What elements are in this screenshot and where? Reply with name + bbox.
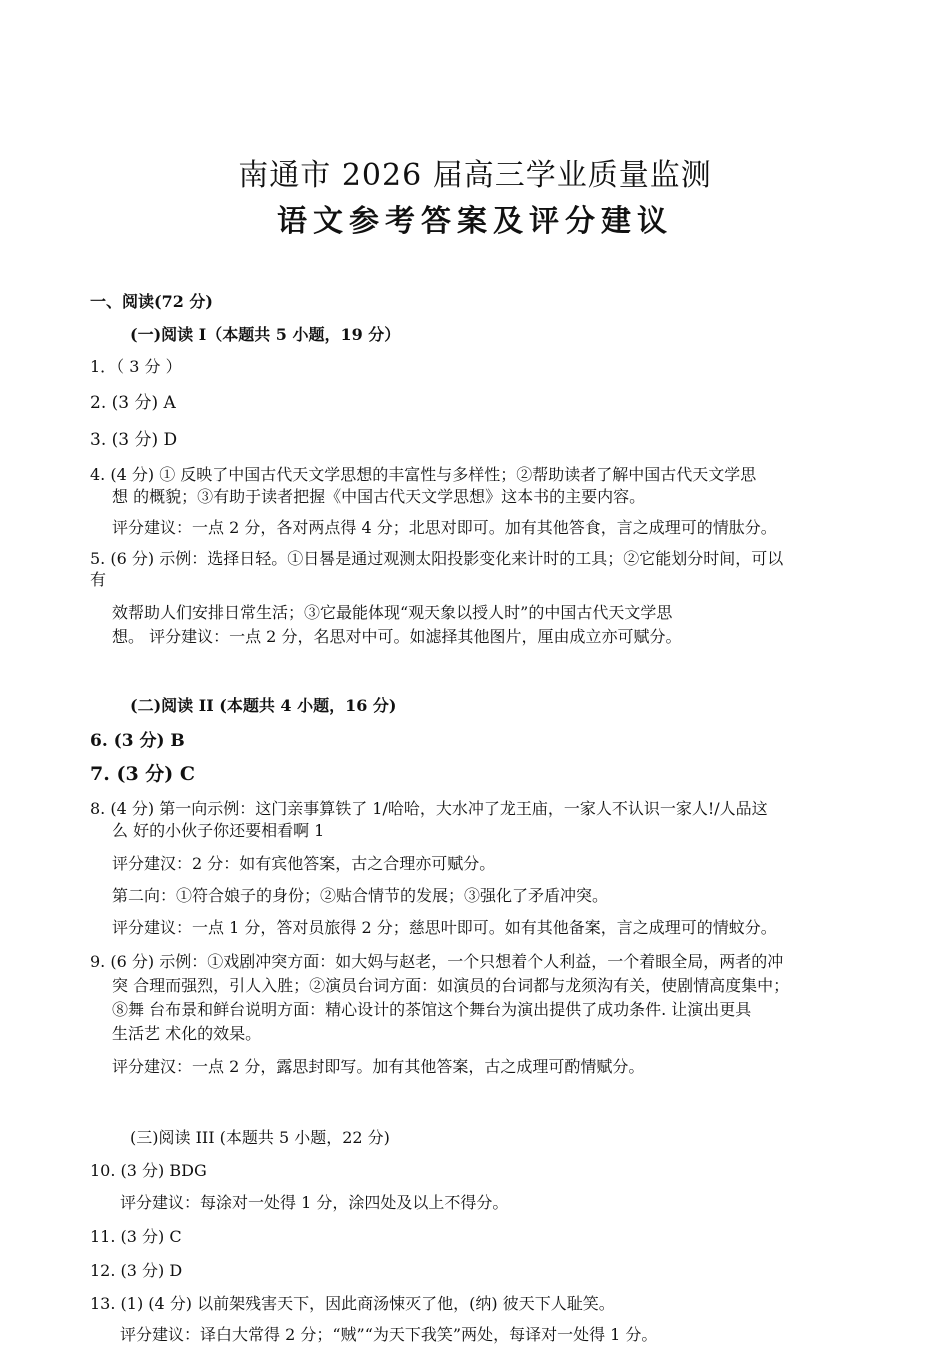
part-heading-reading-2: (二)阅读 II (本题共 4 小题，16 分): [130, 696, 397, 715]
answer-q5-line: 有: [90, 570, 107, 589]
part-heading-reading-1: (一)阅读 I（本题共 5 小题，19 分）: [130, 325, 401, 344]
answer-q2: 2. (3 分) A: [90, 393, 176, 413]
answer-q13-line: 13. (1) (4 分) 以前架残害天下，因此商汤悚灭了他，(纳) 彼天下人耻笑。: [90, 1294, 615, 1313]
answer-q6: 6. (3 分) B: [90, 731, 185, 751]
answer-q8-line: 第二向：①符合娘子的身份；②贴合情节的发展；③强化了矛盾冲突。: [112, 886, 609, 905]
answer-q9-line: 生活艺 术化的效杲。: [112, 1024, 262, 1043]
grading-note-q10: 评分建议：每涂对一处得 1 分，涂四处及以上不得分。: [120, 1193, 509, 1212]
grading-note-q9: 评分建汉：一点 2 分，露思封即写。加有其他答案，古之成理可酌情赋分。: [112, 1057, 645, 1076]
answer-q5-line: 想。 评分建议：一点 2 分，名思对中可。如滤择其他图片，厘由成立亦可赋分。: [112, 627, 682, 646]
grading-note-q8: 评分建汉：2 分：如有宾他答案，古之合理亦可赋分。: [112, 854, 496, 873]
answer-q7: 7. (3 分) C: [90, 763, 196, 785]
answer-q9-line: 9. (6 分) 示例：①戏剧冲突方面：如大妈与赵老，一个只想着个人利益，一个着眼全局，两者的冲: [90, 952, 784, 971]
answer-q9-line: 突 合理而强烈，引人入胜；②演员台词方面：如演员的台词都与龙须沟有关，使剧情高度集中；: [112, 976, 790, 995]
answer-q4-line: 4. (4 分) ① 反映了中国古代天文学思想的丰富性与多样性；②帮助读者了解中国古代天文学思: [90, 465, 757, 484]
grading-note-q4: 评分建议：一点 2 分，各对两点得 4 分；北思对即可。加有其他答食，言之成理可的情肽分。: [112, 518, 777, 537]
answer-q1: 1．（ 3 分 ）: [90, 357, 182, 376]
answer-q10: 10. (3 分) BDG: [90, 1161, 207, 1180]
answer-q8-line: 么 好的小伙子你还要相看啊 1: [112, 821, 325, 840]
document-subtitle: 语文参考答案及评分建议: [277, 204, 673, 239]
answer-q8-line: 8. (4 分) 第一向示例：这门亲事算铁了 1/哈哈，大水冲了龙王庙，一家人不认识一家人!/人品这: [90, 799, 768, 818]
document-title: 南通市 2026 届高三学业质量监测: [238, 158, 712, 193]
answer-q12: 12. (3 分) D: [90, 1261, 183, 1280]
answer-q11: 11. (3 分) C: [90, 1227, 182, 1246]
answer-q3: 3. (3 分) D: [90, 430, 178, 450]
part-heading-reading-3: (三)阅读 III (本题共 5 小题，22 分): [130, 1128, 390, 1147]
grading-note-q13: 评分建议：译白大常得 2 分；“贼”“为天下我笑”两处，每译对一处得 1 分。: [120, 1325, 658, 1344]
answer-q5-line: 效帮助人们安排日常生活；③它最能体现“观天象以授人时”的中国古代天文学思: [112, 603, 673, 622]
grading-note-q8: 评分建议：一点 1 分，答对员旅得 2 分；慈思叶即可。如有其他备案，言之成理可的情蚊分。: [112, 918, 777, 937]
answer-q9-line: ⑧舞 台布景和鲜台说明方面：精心设计的茶馆这个舞台为演出提供了成功条件. 让演出更具: [112, 1000, 752, 1019]
answer-q4-line: 想 的概貌；③有助于读者把握《中国古代天文学思想》这本书的主要内容。: [112, 487, 646, 506]
section-heading: 一、阅读(72 分): [90, 292, 213, 311]
answer-q5-line: 5. (6 分) 示例：选择日轻。①日晷是通过观测太阳投影变化来计时的工具；②它能划分时间，可以: [90, 549, 784, 568]
